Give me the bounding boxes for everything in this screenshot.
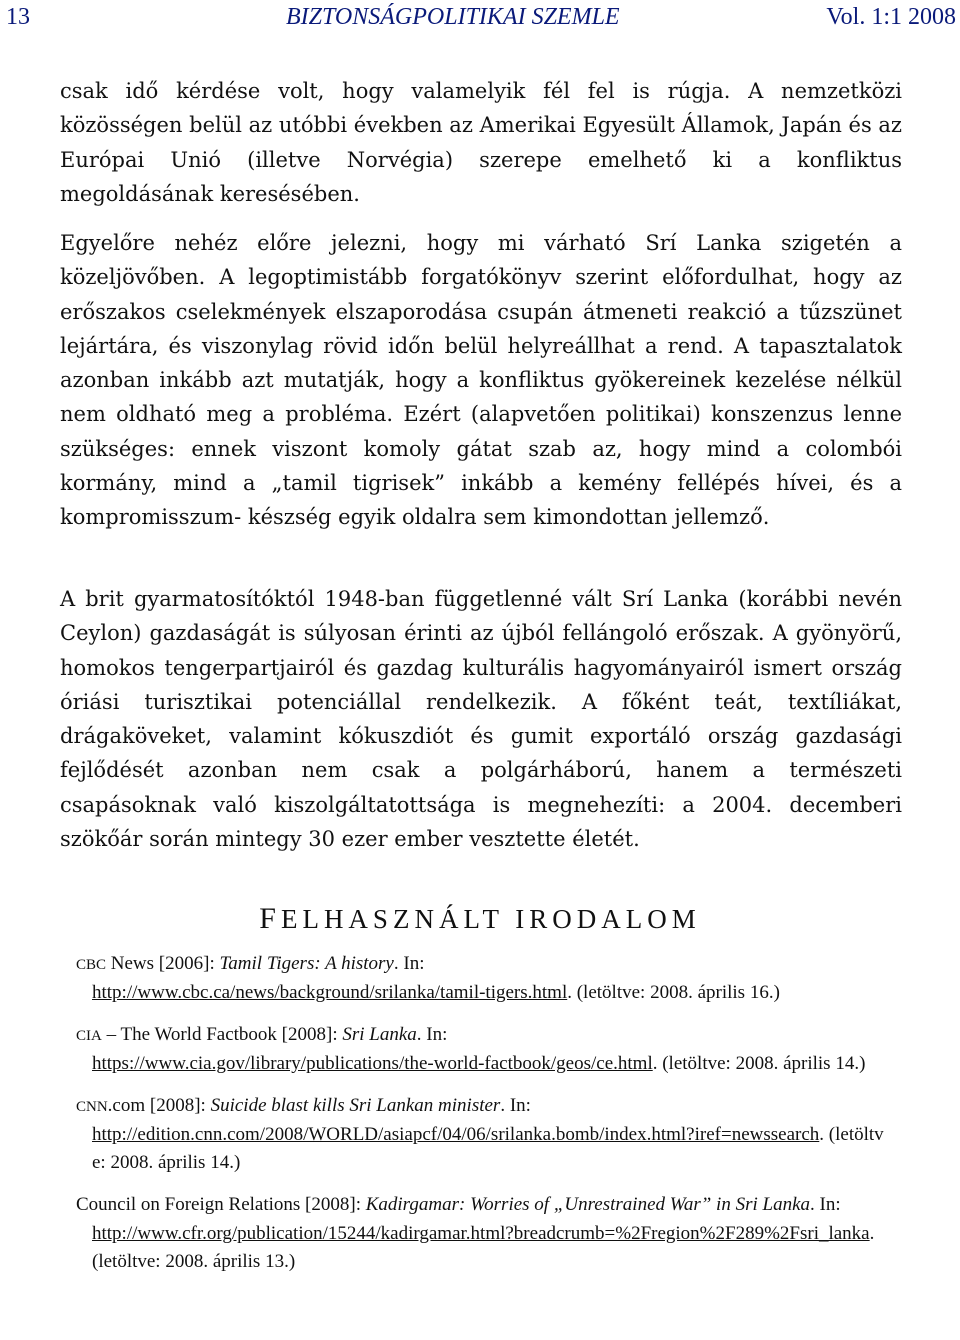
references-heading: FELHASZNÁLT IRODALOM [259, 902, 701, 935]
journal-title: BIZTONSÁGPOLITIKAI SZEMLE [286, 4, 620, 30]
paragraph-3: A brit gyarmatosítóktól 1948-ban függetlenné vált Srí Lanka (korábbi nevén Ceylon) gazdaságát is súlyosan érinti az újból fellángoló erőszak. A gyönyörű, homokos tengerpartjairól és gazdag kulturális hagyományairól ismert ország óriási turisztikai potenciállal rendelkezik. A főként teát, textíliákat, drágaköveket, valamint kókuszdiót és gumit exportáló ország gazdasági fejlődését azonban nem csak a polgárháború, hanem a természeti csapásoknak való kiszolgáltatottsága is megnehezíti: a 2004. decemberi szökőár során mintegy 30 ezer ember vesztette életét. [60, 587, 902, 852]
reference-title: Kadirgamar: Worries of „Unrestrained War” in Sri Lanka [365, 1194, 811, 1215]
reference-title: Suicide blast kills Sri Lankan minister [210, 1095, 501, 1116]
reference-item: CIA – The World Factbook [2008]: Sri Lanka. In: https://www.cia.gov/library/publications/the-world-factbook/geos/ce.html. (letöltve: 2008. április 14.) [76, 1024, 866, 1074]
page-number: 13 [6, 4, 30, 30]
reference-item: CNN.com [2008]: Suicide blast kills Sri Lankan minister. In: http://edition.cnn.com/2008/WORLD/asiapcf/04/06/srilanka.bomb/index.html?iref=newssearch. (letöltve: 2008. április 14.) [76, 1095, 884, 1173]
page-header [0, 0, 960, 36]
reference-link[interactable]: https://www.cia.gov/library/publications/the-world-factbook/geos/ce.html [92, 1053, 653, 1074]
reference-item: CBC News [2006]: Tamil Tigers: A history. In: http://www.cbc.ca/news/background/srilanka/tamil-tigers.html. (letöltve: 2008. április 16.) [76, 953, 780, 1003]
paragraph-1: csak idő kérdése volt, hogy valamelyik fél fel is rúgja. A nemzetközi közösségen belül az utóbbi években az Amerikai Egyesült Államok, Japán és az Európai Unió (illetve Norvégia) szerepe emelhető ki a konfliktus megoldásának keresésében. [60, 79, 902, 206]
reference-author: CNN [76, 1099, 108, 1115]
references-list [76, 950, 886, 1290]
reference-author: CIA [76, 1028, 102, 1044]
reference-title: Tamil Tigers: A history [219, 953, 394, 974]
reference-link[interactable]: http://edition.cnn.com/2008/WORLD/asiapcf/04/06/srilanka.bomb/index.html?iref=newssearch [92, 1124, 820, 1145]
reference-author: CBC [76, 957, 107, 973]
reference-item: Council on Foreign Relations [2008]: Kadirgamar: Worries of „Unrestrained War” in Sri Lanka. In: http://www.cfr.org/publication/15244/kadirgamar.html?breadcrumb=%2Fregion%2F289%2Fsri_lanka. (letöltve: 2008. április 13.) [76, 1194, 875, 1272]
volume-info: Vol. 1:1 2008 [826, 4, 956, 30]
reference-link[interactable]: http://www.cfr.org/publication/15244/kadirgamar.html?breadcrumb=%2Fregion%2F289%2Fsri_lanka [92, 1223, 870, 1244]
reference-title: Sri Lanka [342, 1024, 417, 1045]
reference-link[interactable]: http://www.cbc.ca/news/background/srilanka/tamil-tigers.html [92, 982, 568, 1003]
paragraph-2: Egyelőre nehéz előre jelezni, hogy mi várható Srí Lanka szigetén a közeljövőben. A legoptimistább forgatókönyv szerint előfordulhat, hogy az erőszakos cselekmények elszaporodása csupán átmeneti reakció a tűzszünet lejártára, és viszonylag rövid időn belül helyreállhat a rend. A tapasztalatok azonban inkább azt mutatják, hogy a konfliktus gyökereinek kezelése nélkül nem oldható meg a probléma. Ezért (alapvetően politikai) konszenzus lenne szükséges: ennek viszont komoly gátat szab az, hogy mind a colombói kormány, mind a „tamil tigrisek” inkább a kemény fellépés hívei, és a kompromisszum- készség egyik oldalra sem kimondottan jellemző. [60, 231, 902, 530]
